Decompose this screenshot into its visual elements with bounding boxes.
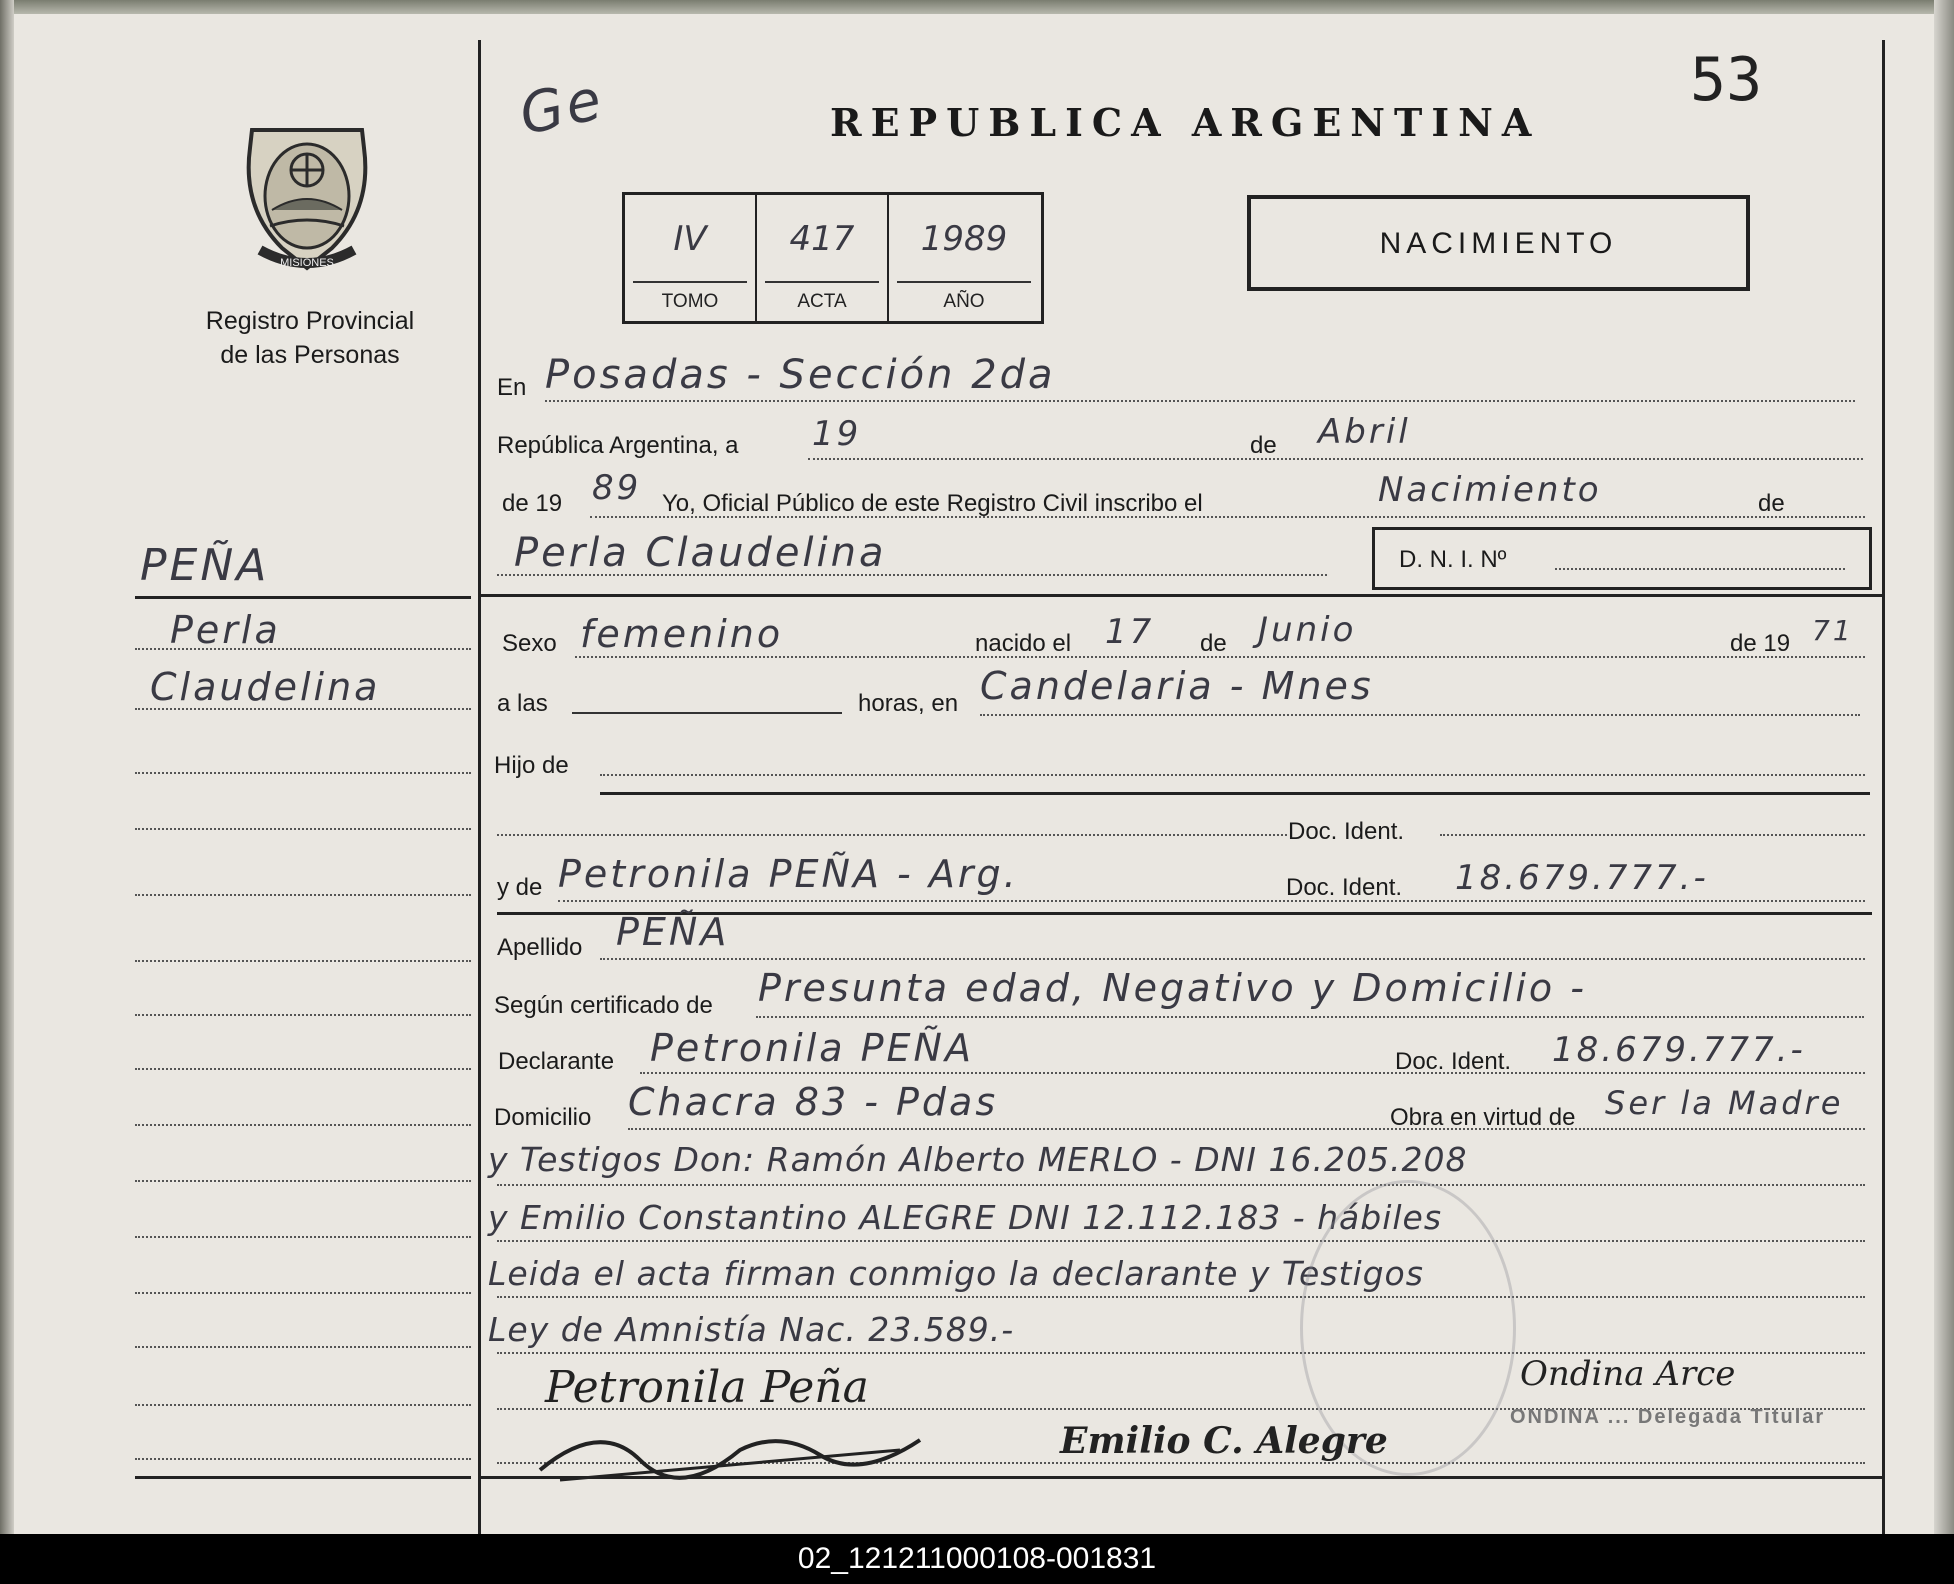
margin-rule-1 [135,596,471,599]
mother-value: Petronila PEÑA - Arg. [558,852,1019,896]
doc-ident-label-1: Doc. Ident. [1288,818,1405,845]
de-label-3: de [1200,630,1227,657]
record-type: NACIMIENTO [1379,227,1618,260]
signature-2: Emilio C. Alegre [1060,1420,1388,1462]
doc-ident-label-2: Doc. Ident. [1286,874,1403,901]
declarante-value: Petronila PEÑA [650,1026,974,1070]
acta-value: 417 [789,219,855,259]
de19-label-2: de 19 [1730,630,1791,657]
officer-text: Yo, Oficial Público de este Registro Civil inscribo el [662,490,1203,517]
margin-rule-bottom [135,1476,471,1479]
corner-mark: Ge [514,66,610,149]
text-line-a: y Testigos Don: Ramón Alberto MERLO - DNI 16.205.208 [488,1140,1468,1179]
margin-surname: PEÑA [140,540,270,591]
day-value: 19 [812,414,862,454]
scan-top-edge [0,0,1954,14]
text-line-d: Ley de Amnistía Nac. 23.589.- [488,1310,1015,1349]
nacido-label: nacido el [975,630,1072,657]
birth-year-suffix: 71 [1812,614,1854,647]
birth-month-value: Junio [1258,610,1357,650]
hijo-label: Hijo de [494,752,569,779]
tomo-value: IV [673,219,707,259]
stamp-text: ONDINA ... Delegada Titular [1510,1406,1826,1428]
birth-day-value: 17 [1105,612,1155,652]
tomo-label: TOMO [661,291,719,312]
month-value: Abril [1318,412,1411,452]
svg-text:MISIONES: MISIONES [280,257,334,269]
registry-line-2: de las Personas [220,341,400,369]
sexo-label: Sexo [502,630,557,657]
margin-rule [478,40,481,1534]
obra-value: Ser la Madre [1605,1084,1844,1122]
republica-label: República Argentina, a [497,432,739,459]
margin-given-1: Perla [170,608,281,652]
year-suffix: 89 [592,468,642,508]
anio-cell [889,195,1039,321]
domicilio-value: Chacra 83 - Pdas [628,1080,999,1124]
horas-label: horas, en [858,690,959,717]
text-line-c: Leida el acta firman conmigo la declarante y Testigos [488,1254,1424,1293]
obra-label: Obra en virtud de [1390,1104,1576,1131]
en-label: En [497,374,527,401]
dni-label: D. N. I. Nº [1399,546,1507,573]
act-type-value: Nacimiento [1378,470,1602,510]
de19-label: de 19 [502,490,563,517]
page-number: 53 [1690,45,1763,115]
registry-line-1: Registro Provincial [205,307,415,335]
image-id-footer: 02_121211000108-001831 [0,1534,1954,1584]
declarante-label: Declarante [498,1048,615,1075]
acta-label: ACTA [797,291,847,312]
yde-label: y de [497,874,543,901]
anio-label: AÑO [943,291,985,312]
certificado-value: Presunta edad, Negativo y Domicilio - [758,966,1587,1010]
record-type-box [1247,195,1750,291]
alas-label: a las [497,690,548,717]
birth-place-value: Candelaria - Mnes [980,664,1374,708]
scan-left-edge [0,0,14,1534]
registry-name [150,304,470,372]
de-label-2: de [1758,490,1785,517]
acta-cell [757,195,889,321]
right-rule [1882,40,1885,1534]
coat-of-arms-icon [232,118,382,278]
anio-value: 1989 [920,219,1008,259]
de-label-1: de [1250,432,1277,459]
declarante-doc-value: 18.679.777.- [1552,1030,1806,1070]
person-name-value: Perla Claudelina [514,530,887,576]
domicilio-label: Domicilio [494,1104,592,1131]
certificado-label: Según certificado de [494,992,713,1019]
doc-ident-label-3: Doc. Ident. [1395,1048,1512,1075]
record-number-box [622,192,1044,324]
scribble-signature-icon [520,1410,940,1490]
signature-1: Petronila Peña [545,1362,869,1413]
apellido-value: PEÑA [616,910,730,954]
dni-box [1372,527,1872,590]
mother-doc-value: 18.679.777.- [1455,858,1709,898]
signature-3: Ondina Arce [1520,1354,1736,1394]
section-rule [481,594,1882,597]
page-title: REPUBLICA ARGENTINA [830,100,1541,145]
scan-right-edge [1934,0,1954,1534]
margin-given-2: Claudelina [150,665,381,709]
apellido-label: Apellido [497,934,583,961]
tomo-cell [625,195,757,321]
place-value: Posadas - Sección 2da [545,352,1056,398]
sexo-value: femenino [580,612,784,656]
text-line-b: y Emilio Constantino ALEGRE DNI 12.112.183 - hábiles [488,1198,1443,1237]
